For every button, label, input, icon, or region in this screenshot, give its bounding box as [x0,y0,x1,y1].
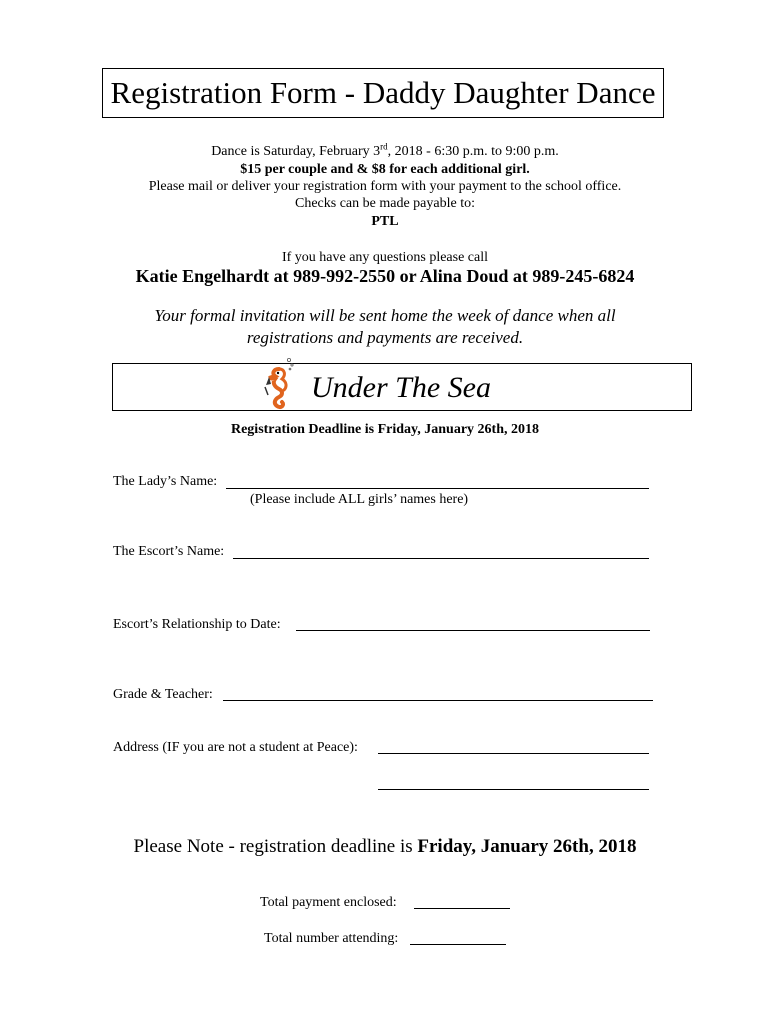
price-info: $15 per couple and & $8 for each additional girl. [240,162,530,177]
invitation-note: Your formal invitation will be sent home the week of dance when all registrations and payments are received. [154,306,616,347]
total-attending-field[interactable] [410,944,506,945]
address-label: Address (IF you are not a student at Peace): [113,740,358,755]
lady-name-label: The Lady’s Name: [113,474,218,489]
contact-info: Katie Engelhardt at 989-992-2550 or Alina Doud at 989-245-6824 [135,266,635,286]
total-payment-label: Total payment enclosed: [260,895,397,910]
payee: PTL [371,214,399,229]
total-attending-label: Total number attending: [264,931,399,946]
title-box [102,68,664,118]
relationship-label: Escort’s Relationship to Date: [113,617,281,632]
deadline-note: Please Note - registration deadline is Friday, January 26th, 2018 [133,836,637,857]
checks-label: Checks can be made payable to: [295,196,475,211]
page-title: Registration Form - Daddy Daughter Dance [110,75,656,110]
address-field-line2[interactable] [378,789,649,790]
relationship-field[interactable] [296,630,650,631]
deadline-text: Registration Deadline is Friday, January 26th, 2018 [230,422,539,437]
escort-name-label: The Escort’s Name: [113,544,225,559]
escort-name-field[interactable] [233,558,649,559]
total-payment-field[interactable] [414,908,510,909]
theme-title: Under The Sea [311,371,491,404]
grade-teacher-field[interactable] [223,700,653,701]
theme-box [112,363,692,411]
address-field-line1[interactable] [378,753,649,754]
lady-name-field[interactable] [226,488,649,489]
mail-instructions: Please mail or deliver your registration form with your payment to the school office. [148,179,622,194]
seahorse-icon [263,357,303,411]
grade-teacher-label: Grade & Teacher: [113,687,213,702]
questions-text: If you have any questions please call [281,250,489,265]
dance-date: Dance is Saturday, February 3rd, 2018 - 6:30 p.m. to 9:00 p.m. [211,141,559,159]
lady-name-hint: (Please include ALL girls’ names here) [250,492,469,507]
